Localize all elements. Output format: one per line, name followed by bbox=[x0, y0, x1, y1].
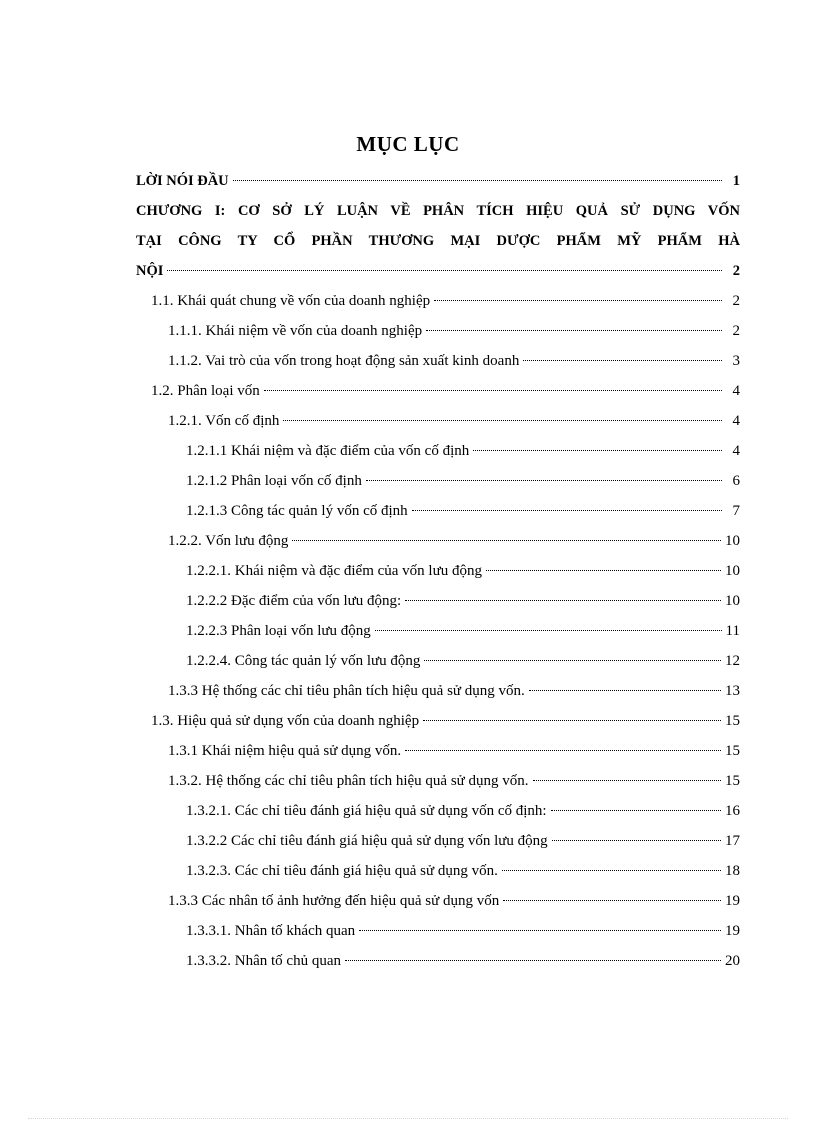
dot-leader bbox=[434, 300, 722, 301]
toc-page-number: 18 bbox=[725, 863, 740, 879]
toc-entry-label: 1.2.2.1. Khái niệm và đặc điểm của vốn lưu động bbox=[186, 563, 482, 579]
dot-leader bbox=[283, 420, 722, 421]
toc-entry[interactable] bbox=[136, 946, 740, 976]
dot-leader bbox=[366, 480, 722, 481]
dot-leader bbox=[264, 390, 722, 391]
page-bottom-divider bbox=[28, 1118, 788, 1119]
toc-page-number: 15 bbox=[725, 743, 740, 759]
toc-title: MỤC LỤC bbox=[356, 132, 460, 156]
toc-page-number: 6 bbox=[732, 473, 740, 489]
dot-leader bbox=[503, 900, 721, 901]
chapter-line-1: CHƯƠNG I: CƠ SỞ LÝ LUẬN VỀ PHÂN TÍCH HIỆU QUẢ SỬ DỤNG VỐN bbox=[136, 203, 740, 219]
dot-leader bbox=[486, 570, 721, 571]
dot-leader bbox=[502, 870, 721, 871]
toc-page-number: 10 bbox=[725, 593, 740, 609]
dot-leader bbox=[529, 690, 721, 691]
toc-page-number: 10 bbox=[725, 533, 740, 549]
toc-entry-label: LỜI NÓI ĐẦU bbox=[136, 173, 229, 189]
toc-page-number: 4 bbox=[732, 383, 740, 399]
toc-entry[interactable] bbox=[136, 406, 740, 436]
dot-leader bbox=[405, 750, 721, 751]
toc-entry[interactable] bbox=[136, 856, 740, 886]
toc-page-number: 7 bbox=[732, 503, 740, 519]
toc-page-number: 4 bbox=[732, 413, 740, 429]
toc-entry-label: 1.3. Hiệu quả sử dụng vốn của doanh nghiệp bbox=[151, 713, 420, 729]
toc-page-number: 19 bbox=[725, 893, 740, 909]
dot-leader bbox=[359, 930, 721, 931]
dot-leader bbox=[375, 630, 722, 631]
dot-leader bbox=[552, 840, 721, 841]
toc-entry-label: 1.3.3.1. Nhân tố khách quan bbox=[186, 923, 356, 939]
dot-leader bbox=[424, 660, 721, 661]
toc-entry-label: 1.2. Phân loại vốn bbox=[151, 383, 260, 399]
toc-entry[interactable] bbox=[136, 436, 740, 466]
toc-entry[interactable] bbox=[136, 466, 740, 496]
toc-page-number: 16 bbox=[725, 803, 740, 819]
dot-leader bbox=[412, 510, 722, 511]
dot-leader bbox=[292, 540, 721, 541]
dot-leader bbox=[167, 270, 722, 271]
toc-entry[interactable] bbox=[136, 316, 740, 346]
dot-leader bbox=[405, 600, 721, 601]
toc-entry-label: 1.2.2.3 Phân loại vốn lưu động bbox=[186, 623, 371, 639]
toc-entry-label: 1.3.2.3. Các chỉ tiêu đánh giá hiệu quả sử dụng vốn. bbox=[186, 863, 498, 879]
toc-entry[interactable] bbox=[136, 766, 740, 796]
toc-page-number: 2 bbox=[732, 293, 740, 309]
toc-page-number: 17 bbox=[725, 833, 740, 849]
dot-leader bbox=[533, 780, 721, 781]
toc-entry[interactable] bbox=[136, 676, 740, 706]
toc-page-number: 20 bbox=[725, 953, 740, 969]
toc-entry-label: 1.2.1.1 Khái niệm và đặc điểm của vốn cố định bbox=[186, 443, 470, 459]
toc-page-number: 3 bbox=[732, 353, 740, 369]
toc-entry[interactable] bbox=[136, 826, 740, 856]
toc-entry-label: 1.2.1. Vốn cố định bbox=[168, 413, 280, 429]
toc-entry[interactable] bbox=[136, 646, 740, 676]
toc-entry[interactable] bbox=[136, 616, 740, 646]
dot-leader bbox=[233, 180, 722, 181]
toc-entry[interactable] bbox=[136, 586, 740, 616]
toc-entry[interactable] bbox=[136, 496, 740, 526]
toc-entry[interactable] bbox=[136, 916, 740, 946]
toc-page-number: 2 bbox=[732, 263, 740, 279]
toc-entry[interactable] bbox=[136, 706, 740, 736]
toc-page-number: 15 bbox=[725, 773, 740, 789]
toc-entry[interactable] bbox=[136, 526, 740, 556]
toc-entry-label: 1.3.2.2 Các chỉ tiêu đánh giá hiệu quả sử dụng vốn lưu động bbox=[186, 833, 548, 849]
toc-entry-label: 1.2.1.3 Công tác quản lý vốn cố định bbox=[186, 503, 408, 519]
toc-chapter-heading bbox=[136, 196, 740, 256]
toc-entry-intro[interactable] bbox=[136, 166, 740, 196]
toc-entry-label: 1.3.3.2. Nhân tố chủ quan bbox=[186, 953, 341, 969]
toc-page-number: 10 bbox=[725, 563, 740, 579]
toc-page-number: 12 bbox=[725, 653, 740, 669]
toc-entry[interactable] bbox=[136, 376, 740, 406]
toc-entry-chapter-1[interactable] bbox=[136, 256, 740, 286]
toc-entry-label: 1.3.2.1. Các chỉ tiêu đánh giá hiệu quả sử dụng vốn cố định: bbox=[186, 803, 547, 819]
toc-entry-label: 1.3.2. Hệ thống các chỉ tiêu phân tích hiệu quả sử dụng vốn. bbox=[168, 773, 529, 789]
dot-leader bbox=[426, 330, 722, 331]
toc-page-number: 4 bbox=[732, 443, 740, 459]
toc-entry-label: 1.2.2.2 Đặc điểm của vốn lưu động: bbox=[186, 593, 402, 609]
toc-entry-label: 1.3.3 Hệ thống các chỉ tiêu phân tích hiệu quả sử dụng vốn. bbox=[168, 683, 525, 699]
toc-page-number: 15 bbox=[725, 713, 740, 729]
toc-page-number: 13 bbox=[725, 683, 740, 699]
toc-entry-label: 1.2.2. Vốn lưu động bbox=[168, 533, 289, 549]
toc-page-number: 11 bbox=[725, 623, 740, 639]
dot-leader bbox=[345, 960, 721, 961]
dot-leader bbox=[551, 810, 721, 811]
toc-page-number: 19 bbox=[725, 923, 740, 939]
chapter-line-2: TẠI CÔNG TY CỔ PHẦN THƯƠNG MẠI DƯỢC PHẨM MỸ PHẨM HÀ bbox=[136, 233, 740, 249]
toc-entry[interactable] bbox=[136, 346, 740, 376]
dot-leader bbox=[473, 450, 722, 451]
toc-entry-label: 1.1. Khái quát chung về vốn của doanh nghiệp bbox=[151, 293, 431, 309]
toc-entry-label: 1.3.1 Khái niệm hiệu quả sử dụng vốn. bbox=[168, 743, 402, 759]
toc-entry[interactable] bbox=[136, 736, 740, 766]
toc-entry-label: 1.1.1. Khái niệm về vốn của doanh nghiệp bbox=[168, 323, 423, 339]
dot-leader bbox=[523, 360, 722, 361]
toc-entry[interactable] bbox=[136, 886, 740, 916]
toc-entry[interactable] bbox=[136, 286, 740, 316]
toc-entry-label: 1.2.2.4. Công tác quản lý vốn lưu động bbox=[186, 653, 421, 669]
toc-page-number: 2 bbox=[732, 323, 740, 339]
toc-entry[interactable] bbox=[136, 556, 740, 586]
toc-entry-label: 1.2.1.2 Phân loại vốn cố định bbox=[186, 473, 362, 489]
toc-entry-label: NỘI bbox=[136, 263, 164, 279]
toc-page-number: 1 bbox=[732, 173, 740, 189]
toc-entry-label: 1.1.2. Vai trò của vốn trong hoạt động sản xuất kinh doanh bbox=[168, 353, 520, 369]
toc-entry[interactable] bbox=[136, 796, 740, 826]
table-of-contents bbox=[136, 166, 740, 976]
dot-leader bbox=[423, 720, 721, 721]
toc-entry-label: 1.3.3 Các nhân tố ảnh hưởng đến hiệu quả sử dụng vốn bbox=[168, 893, 500, 909]
